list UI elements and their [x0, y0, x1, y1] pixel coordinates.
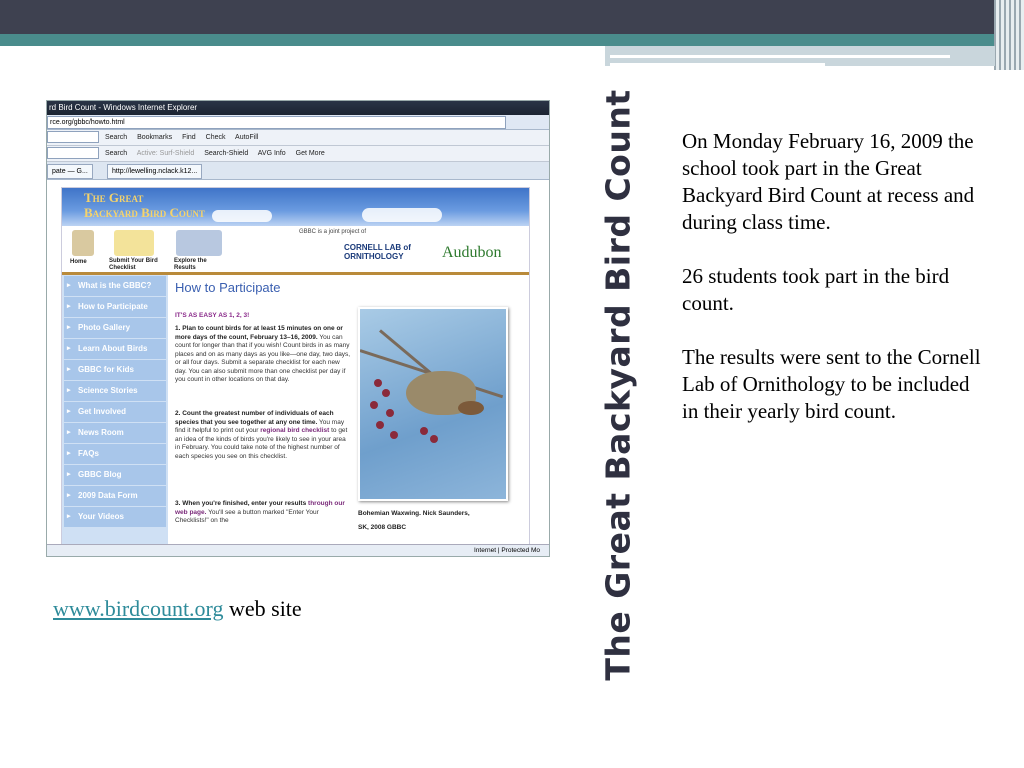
toolbar-item: Search	[104, 134, 128, 141]
map-icon	[176, 230, 222, 256]
toolbar-search-box	[47, 147, 99, 159]
berry	[374, 379, 382, 387]
body-paragraph: The results were sent to the Cornell Lab of Ornithology to be included in their yearly bird count.	[682, 345, 981, 423]
photo-caption-line1: Bohemian Waxwing. Nick Saunders,	[358, 510, 470, 517]
step-3-text: You'll see a button marked "Enter Your Checklists!" on the	[175, 508, 319, 524]
decorative-stripes	[994, 0, 1024, 70]
banner-title-line2: Backyard Bird Count	[84, 205, 205, 220]
joint-project-text: GBBC is a joint project of	[299, 229, 367, 235]
sidebar-item: ▸ How to Participate	[64, 297, 166, 317]
toolbar-item: AutoFill	[235, 134, 259, 141]
toolbar-item: Active: Surf-Shield	[136, 150, 195, 157]
berry	[376, 421, 384, 429]
berry	[370, 401, 378, 409]
status-text: Internet | Protected Mo	[474, 547, 540, 554]
web-page-link: through our web page.	[175, 500, 345, 516]
cornell-logo-text: CORNELL LAB of ORNITHOLOGY	[344, 243, 411, 261]
caption-text: web site	[223, 596, 302, 621]
step-2-text: to get an idea of the kinds of birds you're likely to see in your area in February. You could take note of the highest number of each species you see on this checklist.	[175, 427, 348, 460]
browser-toolbar-2	[47, 146, 549, 162]
address-field: rce.org/gbbc/howto.html	[47, 116, 506, 129]
decorative-line	[610, 63, 825, 66]
photo-caption	[358, 507, 470, 535]
browser-status-bar	[47, 544, 549, 557]
banner-title-line1: The Great	[84, 190, 144, 205]
step-3	[175, 500, 351, 526]
browser-tab: pate — G...	[47, 164, 93, 179]
nav-explore-results: Explore the Results	[174, 258, 207, 271]
checklist-link: regional bird checklist	[260, 427, 330, 434]
berry	[420, 427, 428, 435]
nav-submit-checklist: Submit Your Bird Checklist	[109, 258, 158, 271]
top-teal-bar	[0, 34, 1024, 46]
browser-tabs	[47, 162, 549, 180]
toolbar-item: AVG Info	[257, 150, 286, 157]
decorative-line	[610, 55, 950, 58]
gbbc-webpage	[61, 187, 530, 549]
sidebar-item: ▸ Science Stories	[64, 381, 166, 401]
sidebar-item: ▸ Your Videos	[64, 507, 166, 527]
berry	[430, 435, 438, 443]
content-heading: How to Participate	[175, 280, 281, 295]
browser-toolbar-1	[47, 130, 549, 146]
sidebar-item: ▸ FAQs	[64, 444, 166, 464]
sidebar-item: ▸ Get Involved	[64, 402, 166, 422]
step-1-bold: 1. Plan to count birds for at least 15 minutes on one or more days of the count, February 13–16, 2009.	[175, 325, 343, 341]
cloud	[362, 208, 442, 222]
photo-caption-line2: SK, 2008 GBBC	[358, 524, 407, 531]
sidebar-item: ▸ What is the GBBC?	[64, 276, 166, 296]
toolbar-item: Find	[182, 134, 196, 141]
step-2	[175, 410, 351, 461]
step-1	[175, 325, 351, 385]
toolbar-item: Get More	[295, 150, 325, 157]
gbbc-nav	[62, 226, 529, 275]
browser-tab: http://lewelling.nclack.k12...	[107, 164, 202, 179]
toolbar-search-box	[47, 131, 99, 143]
birdcount-link[interactable]: www.birdcount.org	[53, 596, 224, 621]
website-caption	[53, 596, 302, 622]
address-bar	[47, 115, 549, 130]
body-paragraph: On Monday February 16, 2009 the school took part in the Great Backyard Bird Count at recess and during class time.	[682, 129, 975, 234]
gbbc-sidebar	[62, 275, 168, 550]
browser-title-bar: rd Bird Count - Windows Internet Explorer	[47, 101, 549, 115]
sidebar-item: ▸ GBBC Blog	[64, 465, 166, 485]
step-3-bold: 3. When you're finished, enter your results	[175, 500, 309, 507]
sidebar-item: ▸ GBBC for Kids	[64, 360, 166, 380]
nav-home: Home	[70, 259, 87, 265]
slide-title: The Great Backyard Bird Count	[598, 89, 638, 681]
toolbar-item: Search-Shield	[204, 150, 249, 157]
step-1-text: You can count for longer than that if you wish! Count birds in as many places and on as many days as you like—one day, two days, or all four days. Submit a separate checklist for each new day. You can also submit more than one checklist per day if you count in other locations on that day.	[175, 333, 351, 383]
sidebar-item: ▸ News Room	[64, 423, 166, 443]
toolbar-item: Check	[205, 134, 226, 141]
step-2-text: You may find it helpful to print out your	[175, 418, 345, 434]
gbbc-banner	[62, 188, 529, 226]
step-2-bold: 2. Count the greatest number of individuals of each species that you see together at any one time.	[175, 410, 334, 426]
cloud	[212, 210, 272, 222]
sidebar-item: ▸ Learn About Birds	[64, 339, 166, 359]
checklist-icon	[114, 230, 154, 256]
toolbar-item: Bookmarks	[137, 134, 173, 141]
home-icon	[72, 230, 94, 256]
slide-body	[682, 128, 982, 452]
toolbar-item: Search	[104, 150, 128, 157]
top-dark-bar	[0, 0, 1024, 34]
sidebar-item: ▸ Photo Gallery	[64, 318, 166, 338]
audubon-logo-text: Audubon	[442, 244, 502, 261]
body-paragraph: 26 students took part in the bird count.	[682, 264, 950, 315]
website-screenshot	[46, 100, 550, 557]
berry	[382, 389, 390, 397]
easy-steps-text: IT'S AS EASY AS 1, 2, 3!	[175, 312, 250, 319]
sidebar-item: ▸ 2009 Data Form	[64, 486, 166, 506]
berry	[386, 409, 394, 417]
bird-tail	[458, 401, 484, 415]
berry	[390, 431, 398, 439]
waxwing-photo	[358, 307, 508, 501]
